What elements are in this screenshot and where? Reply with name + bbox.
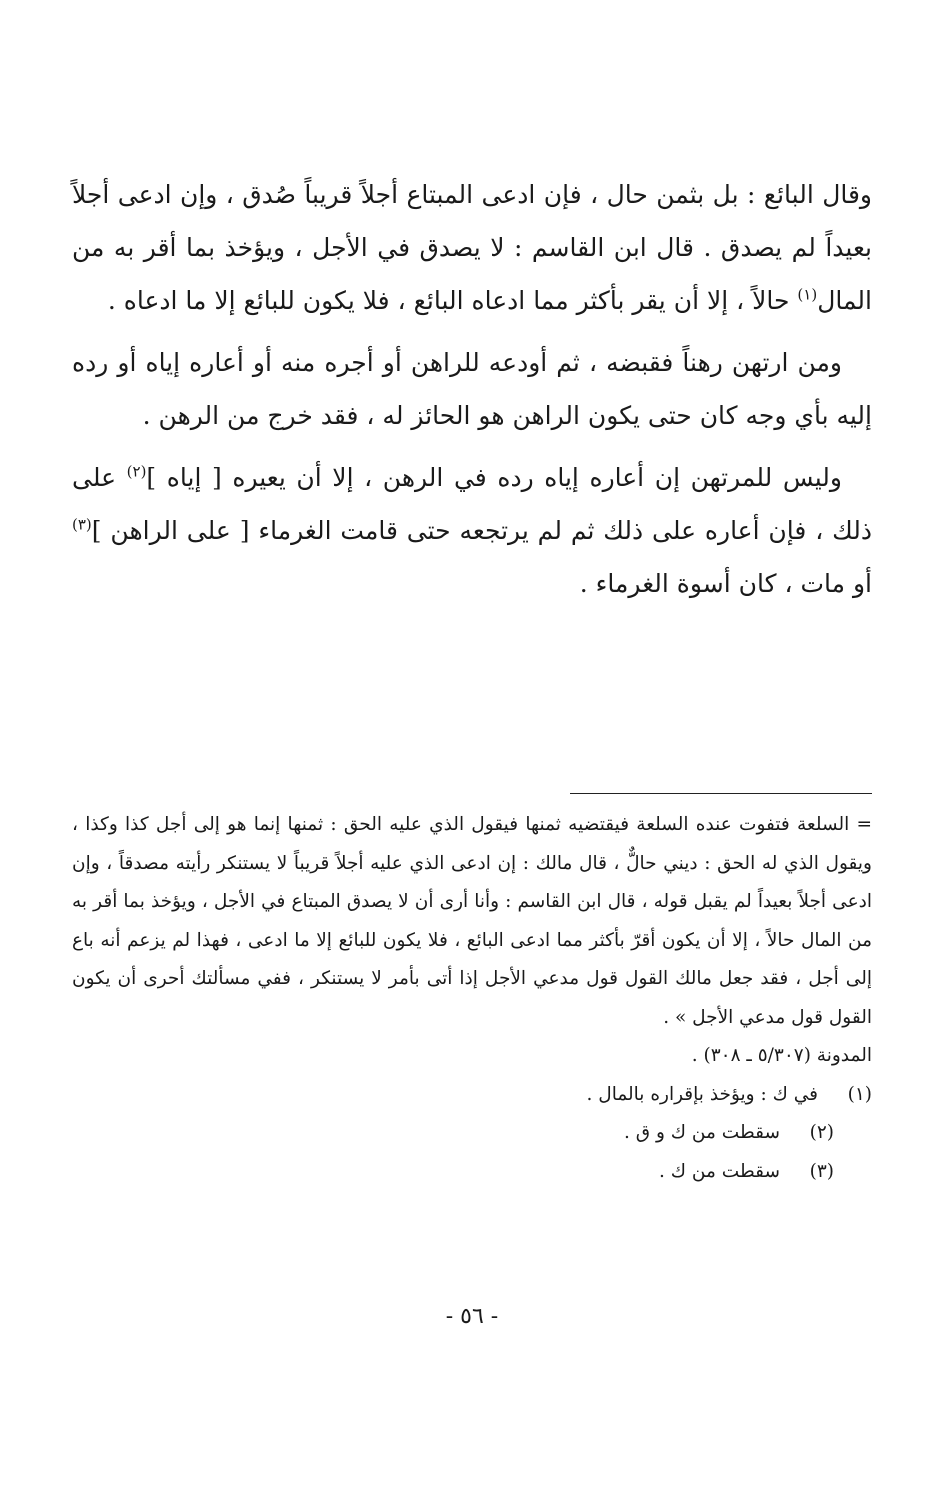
footnote-ref-3: (٣) [72,515,92,534]
footnote-1 [72,1076,872,1115]
page-number: - ٥٦ - [445,1304,499,1329]
footnote-2-number: (٢) [809,1122,834,1143]
footnote-ref-2: (٢) [126,462,147,481]
paragraph-3-part-c: أو مات ، كان أسوة الغرماء . [579,569,872,598]
paragraph-3-part-b: على ذلك ، فإن أعاره على ذلك ثم لم يرتجعه حتى قامت الغرماء [ على الراهن ] [72,463,872,545]
footnote-source: المدونة (٥/٣٠٧ ـ ٣٠٨) . [691,1045,872,1066]
footnote-ref-1: (١) [797,285,818,304]
footnote-2-text: سقطت من ك و ق . [623,1122,780,1143]
paragraph-1 [72,168,872,327]
paragraph-2: ومن ارتهن رهناً فقبضه ، ثم أودعه للراهن أو أجره منه أو أعاره إياه أو رده إليه بأي وجه كان حتى يكون الراهن هو الحائز له ، فقد خرج من الرهن . [72,348,872,430]
paragraph-3-part-a: وليس للمرتهن إن أعاره إياه رده في الرهن ، إلا أن يعيره [ إياه ] [146,463,842,492]
footnote-3-number: (٣) [809,1160,834,1182]
paragraph-1-continuation: حالاً ، إلا أن يقر بأكثر مما ادعاه البائع ، فلا يكون للبائع إلا ما ادعاه . [107,286,798,315]
footnote-3 [72,1153,872,1192]
footnote-2 [72,1114,872,1153]
footnote-3-text: سقطت من ك . [659,1160,780,1182]
paragraph-1-text: وقال البائع : بل بثمن حال ، فإن ادعى المبتاع أجلاً قريباً صُدق ، وإن ادعى أجلاً بعيداً لم يصدق . قال ابن القاسم : لا يصدق في الأجل ، ويؤخذ بما أقر به من المال [72,180,872,315]
footnote-separator [570,793,872,794]
paragraph-3 [72,451,872,610]
footnote-continued: = السلعة فتفوت عنده السلعة فيقتضيه ثمنها فيقول الذي عليه الحق : ثمنها إنما هو إلى أجل كذا وكذا ، ويقول الذي له الحق : ديني حالٌّ ، قال مالك : إن ادعى الذي عليه أجلاً قريباً لا يستنكر رأيته مصدقاً ، وإن ادعى أجلاً بعيداً لم يقبل قوله ، قال ابن القاسم : وأنا أرى أن لا يصدق المبتاع في الأجل ، ويؤخذ بما أقر به من المال حالاً ، إلا أن يكون أقرّ بأكثر مما ادعى البائع ، فلا يكون للبائع إلا ما ادعى ، فهذا لم يزعم أنه باع إلى أجل ، فقد جعل مالك القول قول مدعي الأجل إذا أتى بأمر لا يستنكر ، ففي مسألتك أحرى أن يكون القول قول مدعي الأجل » . [72,814,872,1028]
footnotes [72,806,872,1191]
footnote-1-number: (١) [847,1083,872,1105]
main-text [72,168,872,619]
footnote-1-text: في ك : ويؤخذ بإقراره بالمال . [586,1083,818,1105]
